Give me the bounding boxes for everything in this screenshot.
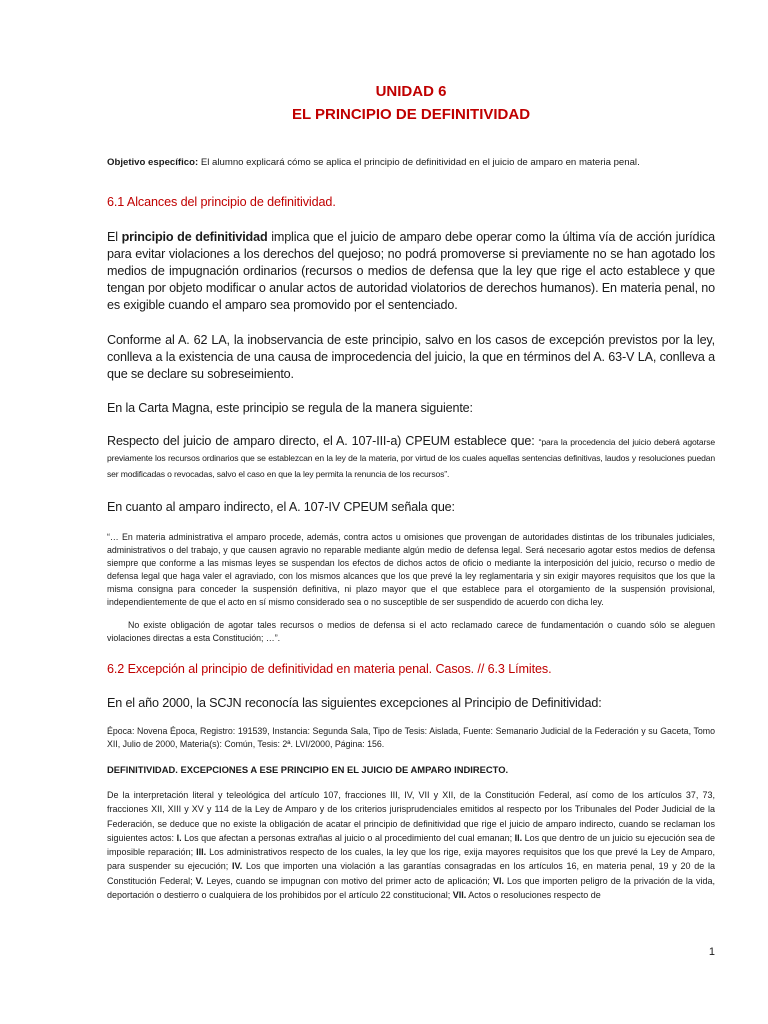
paragraph-scjn: En el año 2000, la SCJN reconocía las siguientes excepciones al Principio de Definitividad: — [107, 696, 602, 710]
text-run: Los que dentro de un juicio su ejecución sea de imposible reparación; — [107, 832, 715, 858]
paragraph-amparo-directo — [107, 434, 715, 482]
numeral: II. — [514, 832, 523, 843]
numeral: VI. — [492, 875, 504, 886]
paragraph-art62: Conforme al A. 62 LA, la inobservancia de este principio, salvo en los casos de excepción previstos por la ley, conlleva a la existencia de una causa de improcedencia del juicio, la que en términos del A. 63-V LA, conlleva a que se declare su sobreseimiento. — [107, 333, 715, 381]
thesis-body — [107, 788, 715, 902]
text-run: Los administrativos respecto de los cuales, la ley que los rige, exija mayores requisitos que los que prevé la Ley de Amparo, para suspender su ejecución; — [107, 847, 716, 872]
quote-text: “para la procedencia del juicio deberá agotarse previamente los recursos ordinarios que se establezcan en la ley de la materia, por virtud de los cuales aquellas sentencias definitivas, laudos y resoluciones puedan ser modificadas o revocadas, salvo el caso en que la ley permita la renuncia de los recursos”. — [107, 437, 716, 479]
text-run: Respecto del juicio de amparo directo, el A. 107-III-a) CPEUM establece que: — [107, 434, 539, 448]
bold-term: principio de definitividad — [121, 230, 268, 244]
text-run: Los que importen una violación a las garantías consagradas en los artículos 16, en materia penal, 19 y 20 de la Constitución Federal; — [107, 861, 715, 886]
paragraph-amparo-indirecto: En cuanto al amparo indirecto, el A. 107-IV CPEUM señala que: — [107, 500, 455, 514]
numeral: III. — [196, 847, 207, 858]
text-run: Los que afectan a personas extrañas al juicio o al procedimiento del cual emanan; — [181, 832, 515, 843]
text-run: Actos o resoluciones respecto de — [466, 890, 601, 901]
objective-label: Objetivo específico: — [107, 157, 199, 168]
numeral: VII. — [452, 890, 467, 901]
page-title: EL PRINCIPIO DE DEFINITIVIDAD — [291, 106, 531, 123]
unit-title: UNIDAD 6 — [375, 83, 447, 100]
text-run: implica que el juicio de amparo debe operar como la última vía de acción jurídica para evitar violaciones a los derechos del quejoso; no podrá promoverse si previamente no se han agotado los medios de impugnación ordinarios (recursos o medios de defensa que la ley que rige el acto establece y que tengan por objeto modificar o anular actos de autoridad violatorios de derechos humanos). En materia penal, no es exigible cuando el amparo sea promovido por el sentenciado. — [107, 230, 715, 312]
paragraph-principle — [107, 229, 715, 314]
objective-text: El alumno explicará cómo se aplica el principio de definitividad en el juicio de amparo en materia penal. — [198, 157, 640, 168]
page-number: 1 — [708, 946, 715, 958]
paragraph-carta-magna: En la Carta Magna, este principio se regula de la manera siguiente: — [107, 401, 473, 415]
section-heading-6-2: 6.2 Excepción al principio de definitividad en materia penal. Casos. // 6.3 Límites. — [107, 662, 552, 676]
text-run: Los que importen peligro de la privación de la vida, deportación o destierro o cualquiera de los prohibidos por el artículo 22 constitucional; — [107, 875, 715, 901]
text-run: Leyes, cuando se impugnan con motivo del primer acto de aplicación; — [203, 875, 493, 886]
numeral: I. — [176, 832, 182, 843]
numeral: V. — [195, 875, 204, 886]
objective-paragraph — [107, 156, 715, 169]
quote-paragraph-2: No existe obligación de agotar tales recursos o medios de defensa si el acto reclamado carece de fundamentación o cuando sólo se aleguen violaciones directas a esta Constitución; …”. — [107, 620, 715, 643]
thesis-reference: Época: Novena Época, Registro: 191539, Instancia: Segunda Sala, Tipo de Tesis: Aislada, Fuente: Semanario Judicial de la Federación y su Gaceta, Tomo XII, Julio de 2000, Materia(s): Común, Tesis: 2ª. LVI/2000, Página: 156. — [107, 726, 715, 749]
thesis-title: DEFINITIVIDAD. EXCEPCIONES A ESE PRINCIPIO EN EL JUICIO DE AMPARO INDIRECTO. — [107, 764, 509, 775]
quote-paragraph-1: “… En materia administrativa el amparo procede, además, contra actos u omisiones que provengan de autoridades distintas de los tribunales judiciales, administrativos o del trabajo, y que causen agravio no reparable mediante algún medio de defensa legal. Será necesario agotar estos medios de defensa siempre que conforme a las mismas leyes se suspendan los efectos de dichos actos de oficio o mediante la interposición del juicio, recurso o medio de defensa legal que haga valer el agraviado, con los mismos alcances que los que prevé la ley reglamentaria y sin exigir mayores requisitos que los que la misma consigna para conceder la suspensión definitiva, ni plazo mayor que el que establece para el otorgamiento de la suspensión provisional, independientemente de que el acto en sí mismo considerado sea o no susceptible de ser suspendido de acuerdo con dicha ley. — [107, 532, 715, 607]
text-run: De la interpretación literal y teleológica del artículo 107, fracciones III, IV, VII y XII, de la Constitución Federal, así como de los artículos 37, 73, fracciones XII, XIII y XV y 114 de la Ley de Amparo y de los criterios jurisprudenciales emitidos al respecto por los Tribunales del Poder Judicial de la Federación, se deduce que no existe la obligación de acatar el principio de definitividad que rige el juicio de amparo indirecto, cuando se reclaman los siguientes actos: — [107, 790, 715, 843]
numeral: IV. — [232, 861, 243, 872]
text-run: El — [107, 230, 122, 244]
section-heading-6-1: 6.1 Alcances del principio de definitividad. — [107, 195, 336, 209]
